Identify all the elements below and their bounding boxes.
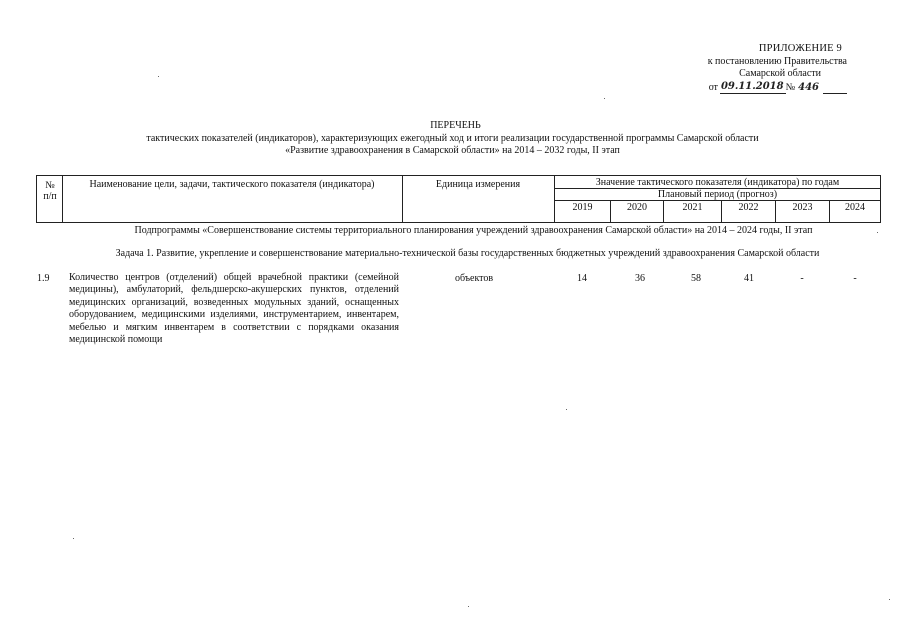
table-header bbox=[36, 175, 881, 223]
row-number: 1.9 bbox=[37, 273, 50, 284]
task-title: Задача 1. Развитие, укрепление и совершенствование материально-технической базы государственных бюджетных учреждений здравоохранения Самарской области bbox=[115, 248, 820, 259]
header-year-2019: 2019 bbox=[572, 202, 593, 213]
number-sign: № bbox=[785, 81, 796, 93]
header-plan: Плановый период (прогноз) bbox=[657, 189, 778, 200]
header-unit: Единица измерения bbox=[435, 179, 521, 190]
handwritten-date: 09.11.2018 bbox=[720, 81, 786, 95]
header-values: Значение тактического показателя (индикатора) по годам bbox=[595, 177, 840, 188]
appendix-line-1: к постановлению Правительства bbox=[707, 55, 847, 67]
scan-speck bbox=[877, 232, 878, 233]
header-number: № п/п bbox=[43, 180, 57, 202]
number-underline bbox=[823, 83, 847, 94]
header-year-2022: 2022 bbox=[738, 202, 759, 213]
document-heading bbox=[0, 120, 905, 158]
header-year-2024: 2024 bbox=[845, 202, 865, 213]
subprogram-title: Подпрограммы «Совершенствование системы территориального планирования учреждений здравоохранения Самарской области» на 2014 – 2024 годы, II этап bbox=[134, 225, 813, 236]
appendix-block bbox=[708, 43, 847, 94]
row-value-2024: - bbox=[853, 273, 857, 284]
heading-line-1: тактических показателей (индикаторов), характеризующих ежегодный ход и итоги реализации государственной программы Самарской области bbox=[146, 132, 759, 144]
scan-speck bbox=[158, 76, 159, 77]
appendix-title: ПРИЛОЖЕНИЕ 9 bbox=[758, 43, 842, 54]
scan-speck bbox=[73, 538, 74, 539]
handwritten-number: 446 bbox=[798, 81, 819, 93]
header-name: Наименование цели, задачи, тактического показателя (индикатора) bbox=[89, 179, 375, 190]
header-year-2023: 2023 bbox=[792, 202, 813, 213]
row-unit: объектов bbox=[455, 273, 494, 284]
date-prefix: от bbox=[708, 81, 718, 93]
appendix-date-line bbox=[709, 81, 847, 95]
row-indicator-name: Количество центров (отделений) общей врачебной практики (семейной медицины), амбулаторий, фельдшерско-акушерских пунктов, отделений медицинских организаций, возведенных модульных зданий, оснащенных оборудованием, медицинскими изделиями, инструментарием, инвентарем, мебелью и мягким инвентарем в соответствии с порядками оказания медицинской помощи bbox=[69, 272, 399, 346]
appendix-line-2: Самарской области bbox=[739, 68, 821, 79]
row-value-2022: 41 bbox=[744, 273, 754, 284]
row-value-2021: 58 bbox=[691, 273, 701, 284]
heading-title: ПЕРЕЧЕНЬ bbox=[430, 120, 481, 131]
scan-speck bbox=[604, 98, 605, 99]
scan-speck bbox=[889, 599, 890, 600]
scan-speck bbox=[468, 606, 469, 607]
scan-speck bbox=[566, 409, 567, 410]
header-year-2020: 2020 bbox=[627, 202, 647, 213]
row-value-2020: 36 bbox=[635, 273, 645, 284]
header-year-2021: 2021 bbox=[682, 202, 703, 213]
heading-line-2: «Развитие здравоохранения в Самарской области» на 2014 – 2032 годы, II этап bbox=[285, 145, 620, 156]
row-value-2019: 14 bbox=[577, 273, 587, 284]
row-value-2023: - bbox=[800, 273, 804, 284]
